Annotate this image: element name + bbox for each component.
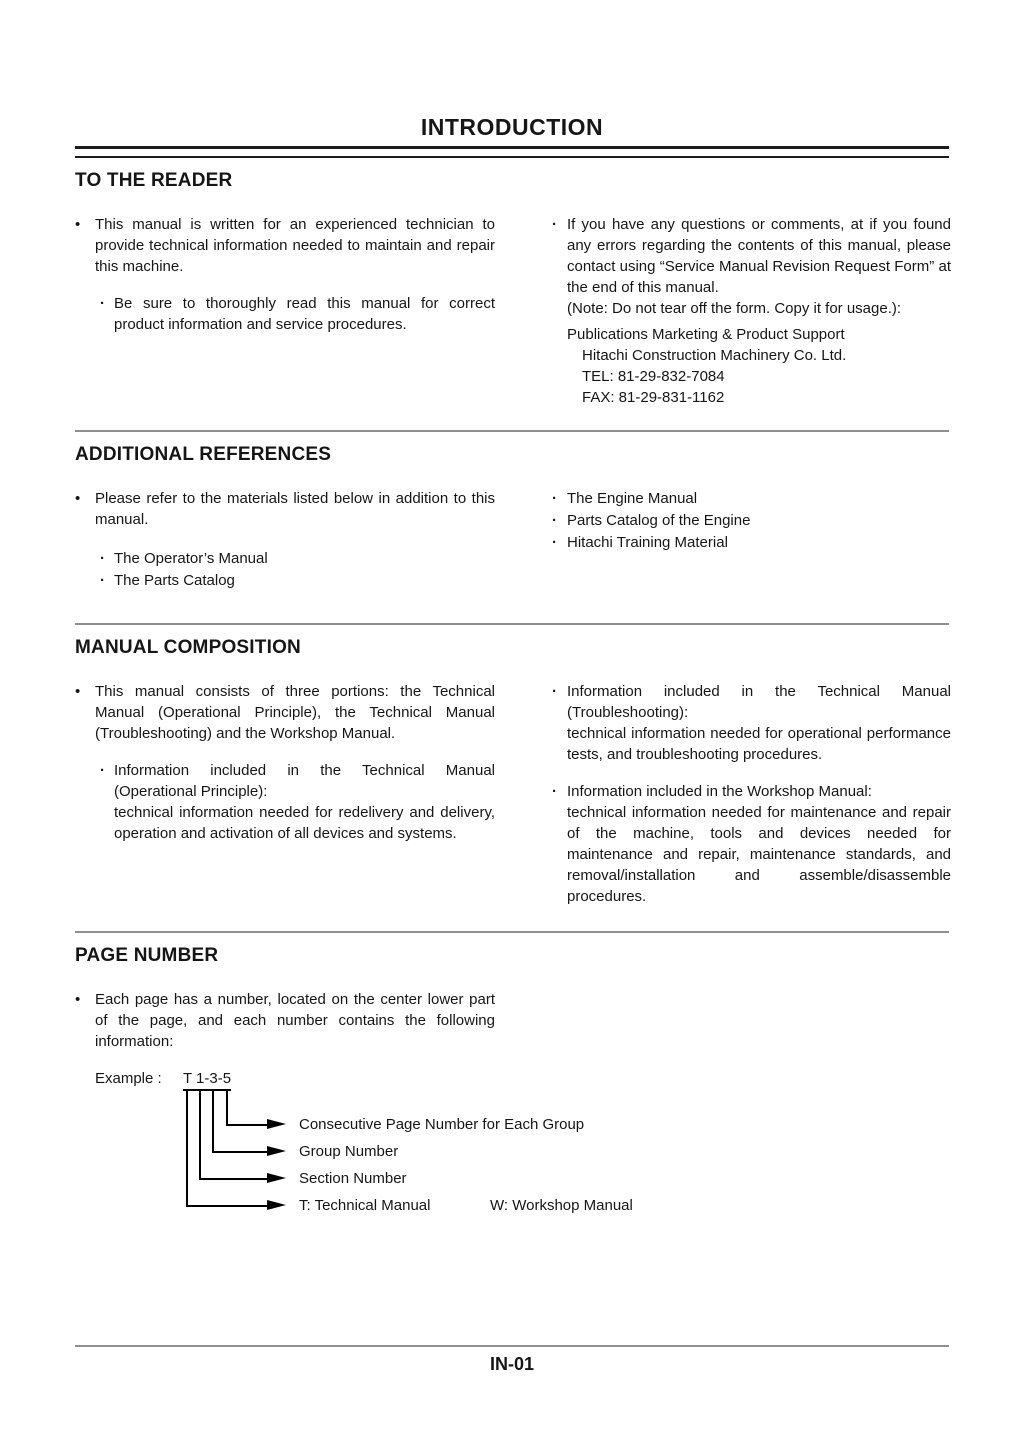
connector-hline-page bbox=[226, 1124, 267, 1126]
dot-bullet-icon: · bbox=[552, 512, 557, 529]
title-double-rule bbox=[75, 146, 949, 158]
list-item bbox=[75, 293, 495, 335]
dot-bullet-icon: · bbox=[552, 683, 557, 700]
bullet-icon: • bbox=[75, 991, 81, 1008]
dot-bullet-icon: · bbox=[100, 572, 105, 589]
connector-hline-t bbox=[186, 1205, 267, 1207]
diagram-label-group-number: Group Number bbox=[299, 1143, 399, 1160]
section-page-number bbox=[75, 945, 949, 1238]
left-column bbox=[75, 681, 495, 907]
section-divider bbox=[75, 931, 949, 933]
paragraph-body: technical information needed for maintenance and repair of the machine, tools and devices needed for maintenance and repair, maintenance standards, and removal/installation and assemble/disassemble procedures. bbox=[567, 804, 951, 905]
list-item bbox=[75, 488, 495, 530]
list-item bbox=[552, 488, 951, 509]
example-label: Example : bbox=[95, 1070, 162, 1087]
note-text: (Note: Do not tear off the form. Copy it for usage.): bbox=[567, 300, 902, 317]
page-title: INTRODUCTION bbox=[420, 114, 604, 140]
page-number-diagram bbox=[95, 1068, 949, 1238]
section-additional-references bbox=[75, 444, 949, 591]
reference-label: Parts Catalog of the Engine bbox=[567, 512, 751, 529]
diagram-label-section-number: Section Number bbox=[299, 1170, 407, 1187]
paragraph: Be sure to thoroughly read this manual for correct product information and service procedures. bbox=[114, 295, 495, 333]
bullet-icon: • bbox=[75, 490, 81, 507]
contact-block bbox=[567, 324, 951, 408]
section-divider bbox=[75, 623, 949, 625]
reference-label: Hitachi Training Material bbox=[567, 534, 728, 551]
two-column-layout bbox=[75, 681, 949, 907]
reference-label: The Parts Catalog bbox=[114, 572, 235, 589]
paragraph-lead: Information included in the Workshop Manual: bbox=[567, 783, 872, 800]
list-item bbox=[552, 781, 951, 907]
right-column bbox=[552, 488, 951, 591]
list-item bbox=[552, 681, 951, 765]
diagram-label-technical-manual: T: Technical Manual bbox=[299, 1197, 431, 1214]
diagram-label-consecutive-page-number: Consecutive Page Number for Each Group bbox=[299, 1116, 585, 1133]
two-column-layout bbox=[75, 214, 949, 408]
right-column bbox=[552, 681, 951, 907]
left-column bbox=[75, 214, 495, 408]
left-column bbox=[75, 488, 495, 591]
paragraph-body: technical information needed for redelivery and delivery, operation and activation of all devices and systems. bbox=[114, 804, 495, 842]
paragraph-group bbox=[114, 760, 495, 844]
paragraph: If you have any questions or comments, at if you found any errors regarding the contents of this manual, please contact using “Service Manual Revision Request Form” at the end of this manual. bbox=[567, 216, 951, 296]
contact-tel: TEL: 81-29-832-7084 bbox=[582, 368, 725, 385]
paragraph-group bbox=[567, 214, 951, 408]
list-item bbox=[75, 760, 495, 844]
page-number-footer: IN-01 bbox=[489, 1354, 534, 1374]
connector-vline-section bbox=[199, 1091, 201, 1180]
contact-fax: FAX: 81-29-831-1162 bbox=[582, 389, 725, 406]
dot-bullet-icon: · bbox=[552, 490, 557, 507]
paragraph-lead: Information included in the Technical Manual (Troubleshooting): bbox=[567, 683, 951, 721]
footer-divider bbox=[75, 1345, 949, 1347]
section-to-the-reader bbox=[75, 170, 949, 408]
list-item bbox=[552, 510, 951, 531]
arrow-right-icon bbox=[267, 1173, 286, 1183]
paragraph: Please refer to the materials listed below in addition to this manual. bbox=[95, 490, 495, 528]
paragraph: Each page has a number, located on the center lower part of the page, and each number contains the following information: bbox=[95, 991, 495, 1050]
list-item bbox=[75, 570, 495, 591]
dot-bullet-icon: · bbox=[552, 534, 557, 551]
section-heading-additional-references: ADDITIONAL REFERENCES bbox=[75, 444, 332, 465]
arrow-right-icon bbox=[267, 1200, 286, 1210]
connector-vline-page bbox=[226, 1091, 228, 1126]
reference-label: The Engine Manual bbox=[567, 490, 698, 507]
section-heading-manual-composition: MANUAL COMPOSITION bbox=[75, 637, 301, 658]
list-item bbox=[75, 214, 495, 277]
reference-label: The Operator’s Manual bbox=[114, 550, 268, 567]
two-column-layout bbox=[75, 488, 949, 591]
paragraph-body: technical information needed for operational performance tests, and troubleshooting procedures. bbox=[567, 725, 951, 763]
diagram-label-workshop-manual: W: Workshop Manual bbox=[490, 1197, 633, 1214]
page-number-intro bbox=[75, 989, 495, 1052]
connector-vline-t bbox=[186, 1091, 188, 1207]
example-page-code: T 1-3-5 bbox=[183, 1068, 231, 1091]
contact-name: Publications Marketing & Product Support bbox=[567, 326, 845, 343]
list-item bbox=[552, 532, 951, 553]
connector-hline-group bbox=[212, 1151, 267, 1153]
list-item bbox=[75, 681, 495, 744]
arrow-right-icon bbox=[267, 1119, 286, 1129]
paragraph: This manual is written for an experienced technician to provide technical information needed to maintain and repair this machine. bbox=[95, 216, 495, 275]
list-item bbox=[552, 214, 951, 408]
bullet-icon: • bbox=[75, 216, 81, 233]
connector-hline-section bbox=[199, 1178, 267, 1180]
section-divider bbox=[75, 430, 949, 432]
paragraph-group bbox=[567, 781, 951, 907]
list-item bbox=[75, 989, 495, 1052]
dot-bullet-icon: · bbox=[552, 783, 557, 800]
paragraph-group bbox=[567, 681, 951, 765]
paragraph-lead: Information included in the Technical Manual (Operational Principle): bbox=[114, 762, 495, 800]
arrow-right-icon bbox=[267, 1146, 286, 1156]
right-column bbox=[552, 214, 951, 408]
section-heading-page-number: PAGE NUMBER bbox=[75, 945, 219, 966]
section-heading-to-the-reader: TO THE READER bbox=[75, 170, 233, 191]
paragraph: This manual consists of three portions: the Technical Manual (Operational Principle), the Technical Manual (Troubleshooting) and the Workshop Manual. bbox=[95, 683, 495, 742]
dot-bullet-icon: · bbox=[100, 550, 105, 567]
list-item bbox=[75, 548, 495, 569]
dot-bullet-icon: · bbox=[100, 762, 105, 779]
connector-vline-group bbox=[212, 1091, 214, 1153]
dot-bullet-icon: · bbox=[552, 216, 557, 233]
contact-company: Hitachi Construction Machinery Co. Ltd. bbox=[582, 347, 847, 364]
dot-bullet-icon: · bbox=[100, 295, 105, 312]
bullet-icon: • bbox=[75, 683, 81, 700]
section-manual-composition bbox=[75, 637, 949, 907]
